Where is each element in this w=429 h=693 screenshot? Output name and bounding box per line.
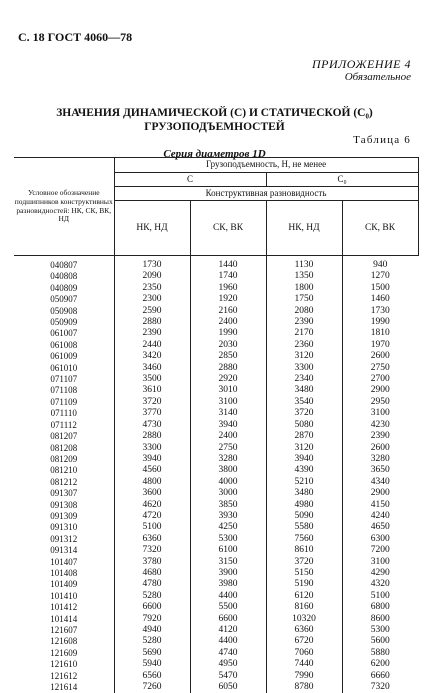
bearing-code-cell: 081209 xyxy=(14,454,114,465)
capacity-value-cell: 3100 xyxy=(342,408,418,419)
capacity-value-cell: 5600 xyxy=(342,636,418,647)
capacity-value-cell: 6560 xyxy=(114,671,190,682)
capacity-value-cell: 2390 xyxy=(114,328,190,339)
capacity-value-cell: 2400 xyxy=(190,317,266,328)
capacity-value-cell: 2170 xyxy=(266,328,342,339)
bearing-code-cell: 071109 xyxy=(14,397,114,408)
capacity-value-cell: 3280 xyxy=(342,454,418,465)
table-row xyxy=(14,397,418,408)
capacity-value-cell: 4400 xyxy=(190,636,266,647)
capacity-value-cell: 7440 xyxy=(266,659,342,670)
bearing-code-cell: 061008 xyxy=(14,340,114,351)
capacity-value-cell: 6300 xyxy=(342,534,418,545)
capacity-value-cell: 8610 xyxy=(266,545,342,556)
capacity-value-cell: 5690 xyxy=(114,648,190,659)
table-row xyxy=(14,306,418,317)
capacity-value-cell: 2750 xyxy=(342,363,418,374)
capacity-value-cell: 3300 xyxy=(114,443,190,454)
capacity-value-cell: 4730 xyxy=(114,420,190,431)
appendix-note: Обязательное xyxy=(345,71,411,83)
capacity-value-cell: 3540 xyxy=(266,397,342,408)
capacity-value-cell: 4240 xyxy=(342,511,418,522)
capacity-value-cell: 2300 xyxy=(114,294,190,305)
capacity-value-cell: 3010 xyxy=(190,385,266,396)
bearing-code-cell: 091309 xyxy=(14,511,114,522)
bearing-code-cell: 071108 xyxy=(14,385,114,396)
capacity-value-cell: 3460 xyxy=(114,363,190,374)
bearing-code-cell: 091312 xyxy=(14,534,114,545)
table-row xyxy=(14,454,418,465)
capacity-value-cell: 5090 xyxy=(266,511,342,522)
capacity-value-cell: 3930 xyxy=(190,511,266,522)
capacity-value-cell: 1350 xyxy=(266,271,342,282)
appendix-label: ПРИЛОЖЕНИЕ 4 xyxy=(312,57,411,72)
table-row xyxy=(14,488,418,499)
capacity-value-cell: 3720 xyxy=(114,397,190,408)
capacity-value-cell: 2390 xyxy=(266,317,342,328)
bearing-code-cell: 050908 xyxy=(14,306,114,317)
bearing-code-cell: 121610 xyxy=(14,659,114,670)
capacity-value-cell: 3000 xyxy=(190,488,266,499)
capacity-value-cell: 4400 xyxy=(190,591,266,602)
capacity-value-cell: 2440 xyxy=(114,340,190,351)
bearing-code-cell: 071112 xyxy=(14,420,114,431)
capacity-value-cell: 6050 xyxy=(190,682,266,693)
table-row xyxy=(14,568,418,579)
capacity-value-cell: 6660 xyxy=(342,671,418,682)
capacity-value-cell: 1990 xyxy=(342,317,418,328)
capacity-value-cell: 2090 xyxy=(114,271,190,282)
capacity-value-cell: 2880 xyxy=(190,363,266,374)
capacity-value-cell: 2900 xyxy=(342,385,418,396)
capacity-value-cell: 4740 xyxy=(190,648,266,659)
capacity-value-cell: 6600 xyxy=(190,614,266,625)
static-capacity-header: C₀ xyxy=(266,173,418,187)
bearing-code-cell: 101407 xyxy=(14,557,114,568)
bearing-code-cell: 101409 xyxy=(14,579,114,590)
bearing-code-cell: 040808 xyxy=(14,271,114,282)
capacity-value-cell: 6720 xyxy=(266,636,342,647)
capacity-value-cell: 5280 xyxy=(114,636,190,647)
capacity-table xyxy=(14,157,419,693)
bearing-code-cell: 040807 xyxy=(14,256,114,272)
table-row xyxy=(14,283,418,294)
capacity-value-cell: 5150 xyxy=(266,568,342,579)
capacity-value-cell: 6360 xyxy=(266,625,342,636)
table-row xyxy=(14,614,418,625)
capacity-value-cell: 5300 xyxy=(342,625,418,636)
capacity-value-cell: 4980 xyxy=(266,500,342,511)
capacity-value-cell: 4800 xyxy=(114,477,190,488)
table-row xyxy=(14,465,418,476)
capacity-value-cell: 4000 xyxy=(190,477,266,488)
bearing-code-cell: 040809 xyxy=(14,283,114,294)
table-row xyxy=(14,534,418,545)
capacity-value-cell: 1750 xyxy=(266,294,342,305)
bearing-code-cell: 091307 xyxy=(14,488,114,499)
table-row xyxy=(14,351,418,362)
capacity-value-cell: 6800 xyxy=(342,602,418,613)
capacity-value-cell: 3610 xyxy=(114,385,190,396)
table-row xyxy=(14,511,418,522)
capacity-value-cell: 2340 xyxy=(266,374,342,385)
capacity-value-cell: 5100 xyxy=(342,591,418,602)
capacity-value-cell: 8160 xyxy=(266,602,342,613)
capacity-value-cell: 2700 xyxy=(342,374,418,385)
capacity-value-cell: 1970 xyxy=(342,340,418,351)
table-row xyxy=(14,591,418,602)
bearing-code-cell: 121609 xyxy=(14,648,114,659)
capacity-value-cell: 4950 xyxy=(190,659,266,670)
table-row xyxy=(14,659,418,670)
capacity-value-cell: 1440 xyxy=(190,256,266,272)
variant-header: Конструктивная разновидность xyxy=(114,187,418,201)
capacity-value-cell: 3780 xyxy=(114,557,190,568)
capacity-value-cell: 1990 xyxy=(190,328,266,339)
table-row xyxy=(14,522,418,533)
table-row xyxy=(14,328,418,339)
capacity-value-cell: 6360 xyxy=(114,534,190,545)
capacity-value-cell: 3140 xyxy=(190,408,266,419)
capacity-value-cell: 4620 xyxy=(114,500,190,511)
capacity-value-cell: 4120 xyxy=(190,625,266,636)
table-row xyxy=(14,385,418,396)
table-row xyxy=(14,317,418,328)
bearing-code-cell: 121612 xyxy=(14,671,114,682)
capacity-value-cell: 4290 xyxy=(342,568,418,579)
capacity-value-cell: 6120 xyxy=(266,591,342,602)
capacity-value-cell: 1810 xyxy=(342,328,418,339)
capacity-value-cell: 7920 xyxy=(114,614,190,625)
capacity-value-cell: 2360 xyxy=(266,340,342,351)
table-row xyxy=(14,625,418,636)
table-row xyxy=(14,477,418,488)
page-header: С. 18 ГОСТ 4060—78 xyxy=(18,30,132,45)
series-title: Серия диаметров 1D xyxy=(0,148,429,160)
bearing-code-cell: 091308 xyxy=(14,500,114,511)
capacity-value-cell: 4680 xyxy=(114,568,190,579)
table-row xyxy=(14,271,418,282)
bearing-code-cell: 061010 xyxy=(14,363,114,374)
capacity-value-cell: 1960 xyxy=(190,283,266,294)
capacity-value-cell: 4940 xyxy=(114,625,190,636)
capacity-value-cell: 3600 xyxy=(114,488,190,499)
capacity-value-cell: 3900 xyxy=(190,568,266,579)
capacity-value-cell: 3150 xyxy=(190,557,266,568)
capacity-value-cell: 5300 xyxy=(190,534,266,545)
capacity-value-cell: 6200 xyxy=(342,659,418,670)
table-row xyxy=(14,443,418,454)
capacity-value-cell: 4720 xyxy=(114,511,190,522)
capacity-value-cell: 2160 xyxy=(190,306,266,317)
capacity-value-cell: 2080 xyxy=(266,306,342,317)
capacity-value-cell: 1740 xyxy=(190,271,266,282)
bearing-code-cell: 091314 xyxy=(14,545,114,556)
capacity-value-cell: 2920 xyxy=(190,374,266,385)
table-row xyxy=(14,363,418,374)
column-header: НК, НД xyxy=(114,201,190,256)
table-row xyxy=(14,557,418,568)
capacity-value-cell: 3500 xyxy=(114,374,190,385)
column-header: СК, ВК xyxy=(190,201,266,256)
capacity-value-cell: 4560 xyxy=(114,465,190,476)
capacity-value-cell: 3650 xyxy=(342,465,418,476)
table-row xyxy=(14,408,418,419)
bearing-code-cell: 081207 xyxy=(14,431,114,442)
capacity-value-cell: 7260 xyxy=(114,682,190,693)
table-row xyxy=(14,294,418,305)
capacity-value-cell: 1800 xyxy=(266,283,342,294)
capacity-value-cell: 2850 xyxy=(190,351,266,362)
capacity-value-cell: 2400 xyxy=(190,431,266,442)
capacity-value-cell: 7320 xyxy=(114,545,190,556)
column-header: СК, ВК xyxy=(342,201,418,256)
table-row xyxy=(14,636,418,647)
table-row xyxy=(14,420,418,431)
capacity-value-cell: 4340 xyxy=(342,477,418,488)
capacity-value-cell: 4150 xyxy=(342,500,418,511)
capacity-value-cell: 3800 xyxy=(190,465,266,476)
capacity-value-cell: 1500 xyxy=(342,283,418,294)
table-row xyxy=(14,374,418,385)
capacity-value-cell: 7060 xyxy=(266,648,342,659)
capacity-value-cell: 6600 xyxy=(114,602,190,613)
bearing-code-cell: 121614 xyxy=(14,682,114,693)
capacity-value-cell: 2590 xyxy=(114,306,190,317)
capacity-value-cell: 1730 xyxy=(342,306,418,317)
table-row xyxy=(14,602,418,613)
capacity-value-cell: 3120 xyxy=(266,351,342,362)
capacity-value-cell: 5210 xyxy=(266,477,342,488)
capacity-value-cell: 2950 xyxy=(342,397,418,408)
table-row xyxy=(14,648,418,659)
capacity-value-cell: 2750 xyxy=(190,443,266,454)
capacity-value-cell: 8780 xyxy=(266,682,342,693)
capacity-value-cell: 10320 xyxy=(266,614,342,625)
capacity-value-cell: 1460 xyxy=(342,294,418,305)
table-row xyxy=(14,671,418,682)
capacity-value-cell: 2870 xyxy=(266,431,342,442)
capacity-value-cell: 3980 xyxy=(190,579,266,590)
capacity-value-cell: 7560 xyxy=(266,534,342,545)
bearing-code-cell: 050907 xyxy=(14,294,114,305)
capacity-value-cell: 5100 xyxy=(114,522,190,533)
table-row xyxy=(14,579,418,590)
capacity-value-cell: 5500 xyxy=(190,602,266,613)
capacity-header: Грузоподъемность, Н, не менее xyxy=(114,158,418,173)
table-row xyxy=(14,340,418,351)
capacity-value-cell: 3120 xyxy=(266,443,342,454)
capacity-value-cell: 2880 xyxy=(114,431,190,442)
table-row xyxy=(14,256,418,272)
capacity-value-cell: 4230 xyxy=(342,420,418,431)
capacity-value-cell: 2880 xyxy=(114,317,190,328)
bearing-code-cell: 121607 xyxy=(14,625,114,636)
capacity-value-cell: 2030 xyxy=(190,340,266,351)
capacity-value-cell: 3720 xyxy=(266,557,342,568)
capacity-value-cell: 2900 xyxy=(342,488,418,499)
capacity-value-cell: 1270 xyxy=(342,271,418,282)
capacity-value-cell: 1130 xyxy=(266,256,342,272)
table-label: Таблица 6 xyxy=(353,134,411,146)
bearing-code-cell: 101412 xyxy=(14,602,114,613)
bearing-code-cell: 061007 xyxy=(14,328,114,339)
document-title-line2: ГРУЗОПОДЪЕМНОСТЕЙ xyxy=(0,121,429,133)
capacity-value-cell: 3850 xyxy=(190,500,266,511)
capacity-value-cell: 6100 xyxy=(190,545,266,556)
capacity-value-cell: 2350 xyxy=(114,283,190,294)
capacity-value-cell: 3480 xyxy=(266,385,342,396)
designation-header: Условное обозначение подшипников конструктивных разновидностей: НК, СК, ВК, НД xyxy=(14,158,114,256)
bearing-code-cell: 081210 xyxy=(14,465,114,476)
capacity-value-cell: 8600 xyxy=(342,614,418,625)
capacity-value-cell: 4390 xyxy=(266,465,342,476)
bearing-code-cell: 061009 xyxy=(14,351,114,362)
capacity-value-cell: 1920 xyxy=(190,294,266,305)
capacity-value-cell: 2600 xyxy=(342,351,418,362)
capacity-value-cell: 7200 xyxy=(342,545,418,556)
capacity-value-cell: 5940 xyxy=(114,659,190,670)
table-body xyxy=(14,256,418,693)
capacity-value-cell: 3720 xyxy=(266,408,342,419)
capacity-value-cell: 4650 xyxy=(342,522,418,533)
document-title-line1: ЗНАЧЕНИЯ ДИНАМИЧЕСКОЙ (C) И СТАТИЧЕСКОЙ (C₀) xyxy=(0,107,429,119)
capacity-value-cell: 3770 xyxy=(114,408,190,419)
table-row xyxy=(14,500,418,511)
bearing-code-cell: 081212 xyxy=(14,477,114,488)
capacity-value-cell: 5080 xyxy=(266,420,342,431)
capacity-value-cell: 3280 xyxy=(190,454,266,465)
capacity-value-cell: 5470 xyxy=(190,671,266,682)
capacity-value-cell: 3420 xyxy=(114,351,190,362)
bearing-code-cell: 081208 xyxy=(14,443,114,454)
capacity-value-cell: 1730 xyxy=(114,256,190,272)
capacity-value-cell: 5580 xyxy=(266,522,342,533)
capacity-value-cell: 5880 xyxy=(342,648,418,659)
bearing-code-cell: 101410 xyxy=(14,591,114,602)
bearing-code-cell: 101414 xyxy=(14,614,114,625)
capacity-value-cell: 3300 xyxy=(266,363,342,374)
capacity-value-cell: 2600 xyxy=(342,443,418,454)
capacity-value-cell: 3100 xyxy=(342,557,418,568)
bearing-code-cell: 071110 xyxy=(14,408,114,419)
capacity-value-cell: 5190 xyxy=(266,579,342,590)
capacity-value-cell: 2390 xyxy=(342,431,418,442)
bearing-code-cell: 071107 xyxy=(14,374,114,385)
bearing-code-cell: 091310 xyxy=(14,522,114,533)
capacity-value-cell: 4780 xyxy=(114,579,190,590)
table-row xyxy=(14,545,418,556)
capacity-value-cell: 7320 xyxy=(342,682,418,693)
bearing-code-cell: 101408 xyxy=(14,568,114,579)
capacity-value-cell: 3940 xyxy=(114,454,190,465)
capacity-value-cell: 4250 xyxy=(190,522,266,533)
capacity-value-cell: 3100 xyxy=(190,397,266,408)
bearing-code-cell: 121608 xyxy=(14,636,114,647)
table-row xyxy=(14,431,418,442)
bearing-code-cell: 050909 xyxy=(14,317,114,328)
capacity-value-cell: 940 xyxy=(342,256,418,272)
column-header: НК, НД xyxy=(266,201,342,256)
capacity-value-cell: 5280 xyxy=(114,591,190,602)
capacity-value-cell: 7990 xyxy=(266,671,342,682)
capacity-value-cell: 3480 xyxy=(266,488,342,499)
dynamic-capacity-header: C xyxy=(114,173,266,187)
capacity-value-cell: 4320 xyxy=(342,579,418,590)
capacity-value-cell: 3940 xyxy=(266,454,342,465)
table-row xyxy=(14,682,418,693)
capacity-value-cell: 3940 xyxy=(190,420,266,431)
